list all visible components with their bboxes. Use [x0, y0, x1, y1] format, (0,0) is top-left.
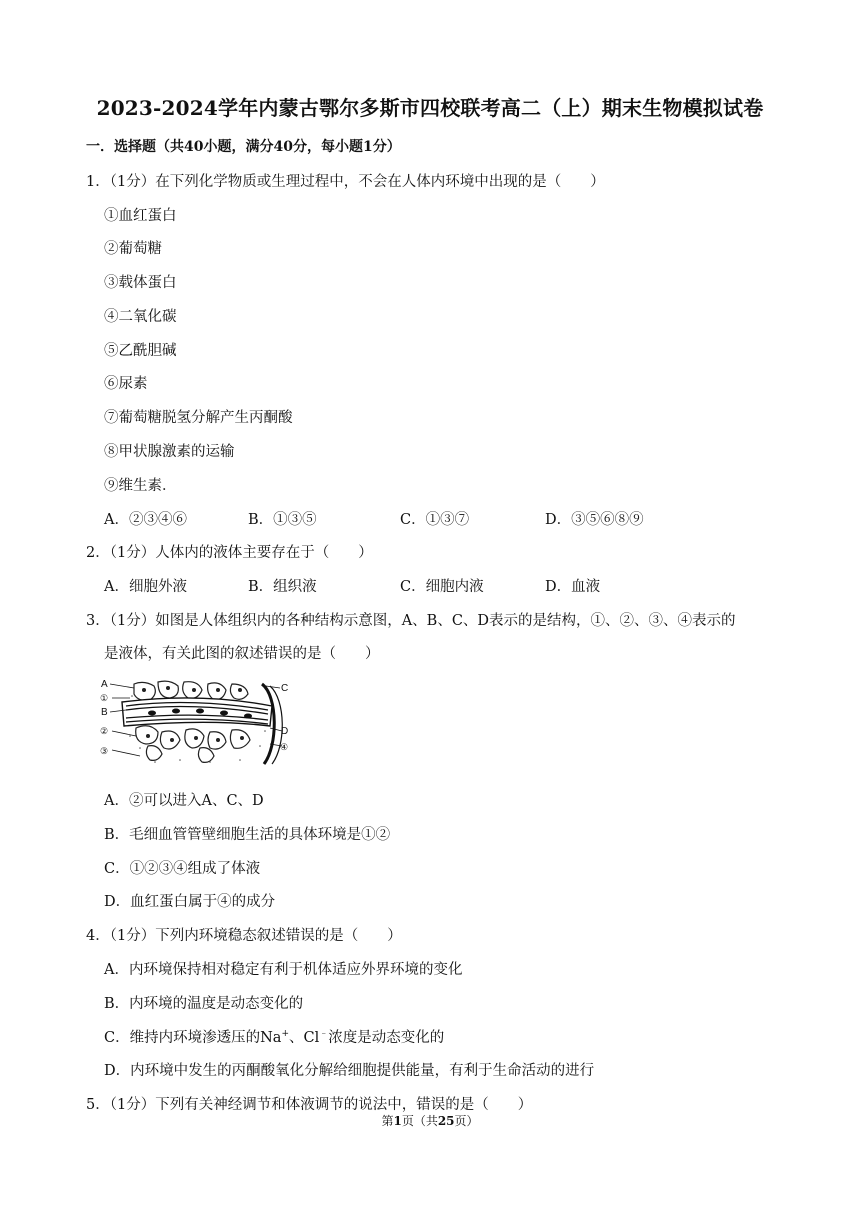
question-3-stem: 3．（1分）如图是人体组织内的各种结构示意图，A、B、C、D表示的是结构，①、②、③、④表示的: [86, 613, 736, 629]
page-footer: 第1页（共25页）: [381, 1114, 479, 1128]
question-4-stem: 4．（1分）下列内环境稳态叙述错误的是（ ）: [86, 928, 402, 944]
section-heading: 一．选择题（共40小题，满分40分，每小题1分）: [86, 139, 401, 155]
q4-option-d[interactable]: D．内环境中发生的丙酮酸氧化分解给细胞提供能量，有利于生命活动的进行: [104, 1063, 595, 1079]
q4-option-c-text: C．维持内环境渗透压的Na: [104, 1030, 282, 1046]
q4-option-c[interactable]: [104, 1026, 444, 1047]
question-5-stem: 5．（1分）下列有关神经调节和体液调节的说法中，错误的是（ ）: [86, 1097, 533, 1113]
q1-item: ⑥尿素: [104, 376, 148, 392]
figure-label-1: ①: [100, 693, 109, 703]
q1-item: ⑨维生素．: [104, 478, 177, 494]
chloride-superscript: ﹣: [319, 1029, 329, 1040]
question-3-stem-cont: 是液体，有关此图的叙述错误的是（ ）: [104, 646, 380, 662]
q1-option-a[interactable]: A．②③④⑥: [104, 512, 187, 528]
q2-option-d[interactable]: D．血液: [545, 579, 601, 595]
q1-option-c[interactable]: C．①③⑦: [400, 512, 470, 528]
q4-option-b[interactable]: B．内环境的温度是动态变化的: [104, 996, 304, 1012]
q3-option-c[interactable]: C．①②③④组成了体液: [104, 861, 261, 877]
q1-item: ①血红蛋白: [104, 208, 177, 224]
figure-label-c: C: [281, 683, 289, 694]
q2-option-a[interactable]: A．细胞外液: [104, 579, 187, 595]
q1-option-b[interactable]: B．①③⑤: [248, 512, 317, 528]
q1-option-d[interactable]: D．③⑤⑥⑧⑨: [545, 512, 644, 528]
q1-item: ③载体蛋白: [104, 275, 177, 291]
figure-label-3: ③: [100, 746, 109, 756]
q4-option-c-mid: 、Cl: [288, 1030, 320, 1046]
question-2-stem: 2．（1分）人体内的液体主要存在于（ ）: [86, 545, 373, 561]
total-pages: 25: [437, 1114, 455, 1128]
sodium-superscript: +: [281, 1029, 289, 1040]
q4-option-a[interactable]: A．内环境保持相对稳定有利于机体适应外界环境的变化: [104, 962, 463, 978]
q3-option-b[interactable]: B．毛细血管管壁细胞生活的具体环境是①②: [104, 827, 391, 843]
question-1-stem: 1．（1分）在下列化学物质或生理过程中，不会在人体内环境中出现的是（ ）: [86, 174, 605, 190]
figure-label-a: A: [101, 679, 108, 690]
q1-item: ⑦葡萄糖脱氢分解产生丙酮酸: [104, 410, 293, 426]
figure-label-4: ④: [280, 742, 289, 752]
q2-option-c[interactable]: C．细胞内液: [400, 579, 484, 595]
figure-label-d: D: [281, 726, 289, 737]
q4-option-c-tail: 浓度是动态变化的: [328, 1030, 445, 1046]
q2-option-b[interactable]: B．组织液: [248, 579, 317, 595]
tissue-structure-figure: [100, 676, 290, 770]
current-page: 1: [393, 1114, 402, 1128]
figure-label-2: ②: [100, 726, 109, 736]
exam-title: 2023-2024学年内蒙古鄂尔多斯市四校联考高二（上）期末生物模拟试卷: [96, 96, 764, 120]
q1-item: ②葡萄糖: [104, 241, 162, 257]
q1-item: ⑧甲状腺激素的运输: [104, 444, 235, 460]
q3-option-a[interactable]: A．②可以进入A、C、D: [104, 793, 264, 809]
q1-item: ⑤乙酰胆碱: [104, 343, 177, 359]
figure-label-b: B: [101, 707, 108, 718]
q1-item: ④二氧化碳: [104, 309, 177, 325]
q3-option-d[interactable]: D．血红蛋白属于④的成分: [104, 894, 276, 910]
